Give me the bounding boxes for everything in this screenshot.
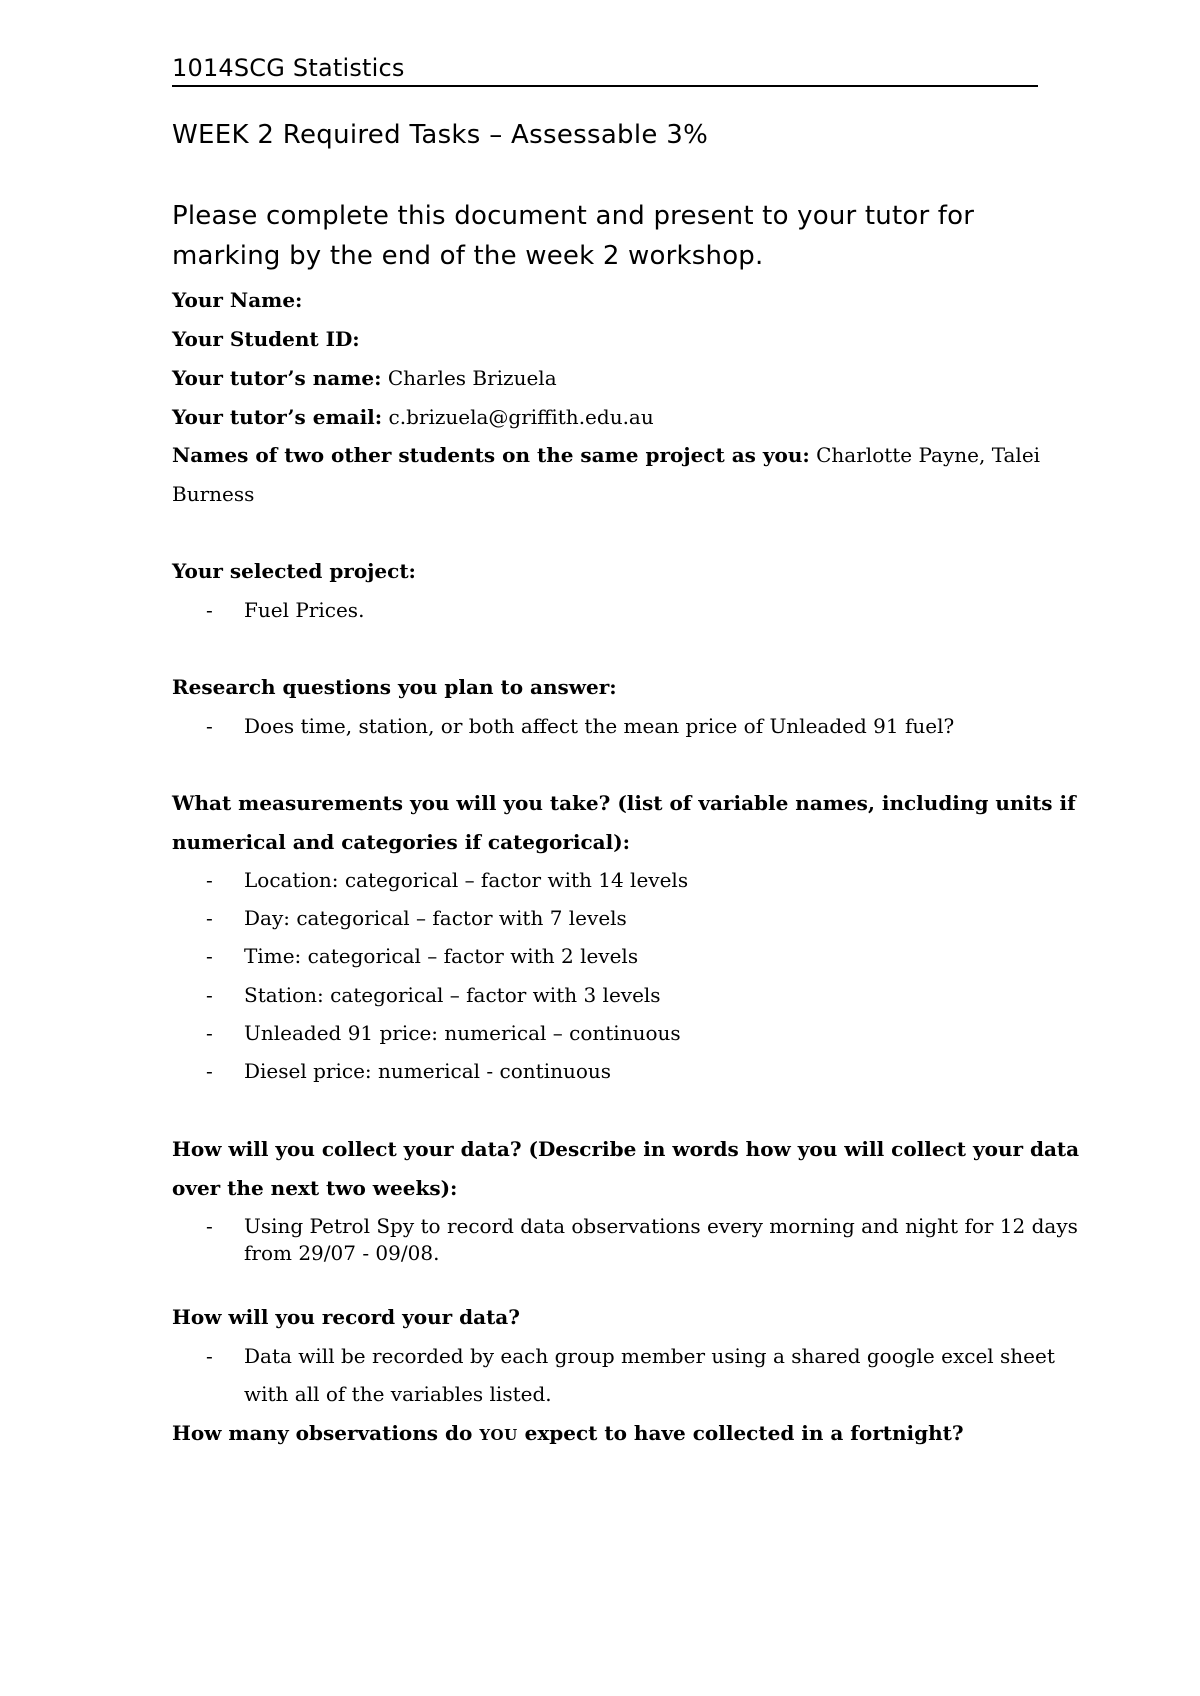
student-id-field-label: Your Student ID:	[172, 327, 360, 351]
project-label: Your selected project:	[172, 559, 416, 583]
bullet-marker: -	[206, 714, 213, 738]
measurement-item-day: Day: categorical – factor with 7 levels	[244, 906, 627, 930]
other-students-value-line-2: Burness	[172, 482, 255, 506]
tutor-name-label: Your tutor’s name:	[172, 366, 382, 390]
collect-item-line-2: from 29/07 - 09/08.	[244, 1241, 440, 1265]
measurement-item-location: Location: categorical – factor with 14 levels	[244, 868, 689, 892]
instruction-line-2: marking by the end of the week 2 workshop.	[172, 241, 764, 271]
bullet-marker: -	[206, 598, 213, 622]
instruction-text	[172, 196, 1032, 276]
bullet-marker: -	[206, 944, 213, 968]
measurements-label-line-1: What measurements you will you take? (list of variable names, including units if	[172, 791, 1076, 815]
bullet-marker: -	[206, 868, 213, 892]
measurement-item-diesel: Diesel price: numerical - continuous	[244, 1059, 612, 1083]
measurement-item-station: Station: categorical – factor with 3 levels	[244, 983, 661, 1007]
bullet-marker: -	[206, 1021, 213, 1045]
page-header-course: 1014SCG Statistics	[172, 54, 405, 82]
week-heading: WEEK 2 Required Tasks – Assessable 3%	[172, 120, 709, 150]
record-item-line-2: with all of the variables listed.	[244, 1382, 552, 1406]
instruction-line-1: Please complete this document and present to your tutor for	[172, 201, 975, 231]
observations-label-after: expect to have collected in a fortnight?	[517, 1421, 964, 1445]
record-item-line-1: Data will be recorded by each group member using a shared google excel sheet	[244, 1344, 1055, 1368]
other-students-value-line-1: Charlotte Payne, Talei	[816, 443, 1041, 467]
tutor-name-field	[172, 366, 557, 390]
tutor-email-value: c.brizuela@griffith.edu.au	[388, 405, 654, 429]
tutor-name-value: Charles Brizuela	[387, 366, 557, 390]
bullet-marker: -	[206, 1059, 213, 1083]
observations-question	[172, 1421, 964, 1445]
collect-label-line-2: over the next two weeks):	[172, 1176, 458, 1200]
record-label: How will you record your data?	[172, 1305, 520, 1329]
other-students-field	[172, 443, 1040, 467]
collect-label-line-1: How will you collect your data? (Describe in words how you will collect your data	[172, 1137, 1080, 1161]
measurement-item-unleaded: Unleaded 91 price: numerical – continuous	[244, 1021, 681, 1045]
measurement-item-time: Time: categorical – factor with 2 levels	[244, 944, 639, 968]
other-students-label: Names of two other students on the same project as you:	[172, 443, 810, 467]
collect-item-line-1: Using Petrol Spy to record data observations every morning and night for 12 days	[244, 1214, 1078, 1238]
tutor-email-label: Your tutor’s email:	[172, 405, 383, 429]
bullet-marker: -	[206, 983, 213, 1007]
research-item: Does time, station, or both affect the mean price of Unleaded 91 fuel?	[244, 714, 955, 738]
bullet-marker: -	[206, 1214, 213, 1238]
bullet-marker: -	[206, 906, 213, 930]
observations-label-you: YOU	[479, 1426, 518, 1444]
project-item: Fuel Prices.	[244, 598, 365, 622]
header-divider	[172, 85, 1038, 87]
tutor-email-field	[172, 405, 654, 429]
name-field-label: Your Name:	[172, 288, 303, 312]
measurements-label-line-2: numerical and categories if categorical):	[172, 830, 631, 854]
bullet-marker: -	[206, 1344, 213, 1368]
observations-label-before: How many observations do	[172, 1421, 480, 1445]
research-label: Research questions you plan to answer:	[172, 675, 617, 699]
